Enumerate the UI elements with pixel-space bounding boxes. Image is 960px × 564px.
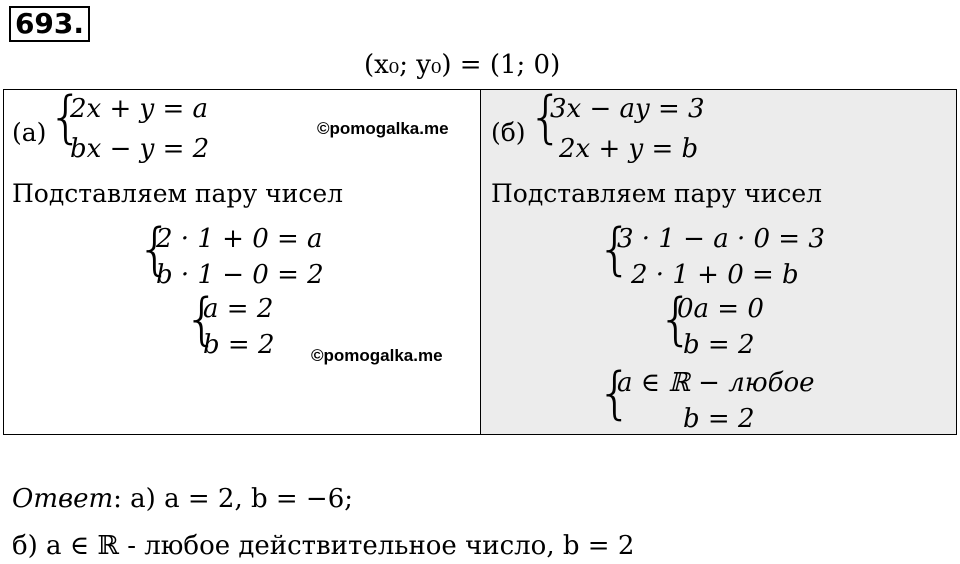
answer-line-1 xyxy=(12,484,353,514)
part-b-substitute-text: Подставляем пару чисел xyxy=(491,179,822,208)
part-b-step2-brace: { xyxy=(658,287,694,352)
problem-number: 693. xyxy=(9,6,90,42)
part-a-label: (а) xyxy=(12,118,47,147)
part-a-system-brace: { xyxy=(48,85,84,150)
part-b-step2-eq1: 0a = 0 xyxy=(677,294,764,324)
given-point: (x₀; y₀) = (1; 0) xyxy=(364,50,561,80)
part-a-system-eq2: bx − y = 2 xyxy=(70,134,210,164)
part-b-system-eq1: 3x − ay = 3 xyxy=(550,94,705,124)
part-b-step3-eq2: b = 2 xyxy=(683,404,755,434)
part-a-step2-brace: { xyxy=(184,287,220,352)
part-a-step1-eq1: 2 · 1 + 0 = a xyxy=(156,224,323,254)
part-b-step2-eq2: b = 2 xyxy=(683,330,755,360)
part-b-step3-eq1: a ∈ ℝ − любое xyxy=(617,368,815,398)
part-a-system-eq1: 2x + y = a xyxy=(70,94,209,124)
part-b-step3-brace: { xyxy=(597,361,633,426)
answer-word: Ответ xyxy=(12,484,114,514)
watermark-top: ©pomogalka.me xyxy=(317,119,449,138)
part-b-step1-brace: { xyxy=(597,217,633,282)
part-a-cell xyxy=(4,85,481,434)
solution-table xyxy=(3,85,957,435)
part-a-step1-brace: { xyxy=(137,217,173,282)
part-b-cell xyxy=(481,85,956,434)
watermark-bottom: ©pomogalka.me xyxy=(311,346,443,365)
part-b-step1-eq2: 2 · 1 + 0 = b xyxy=(631,260,799,290)
part-a-step2-eq2: b = 2 xyxy=(203,330,275,360)
answer-line-2: б) a ∈ ℝ - любое действительное число, b = 2 xyxy=(12,531,635,561)
answer-line-1-rest: : а) a = 2, b = −6; xyxy=(113,484,354,514)
part-b-label: (б) xyxy=(491,118,526,147)
part-a-step2-eq1: a = 2 xyxy=(203,294,274,324)
part-b-step1-eq1: 3 · 1 − a · 0 = 3 xyxy=(617,224,825,254)
part-b-system-brace: { xyxy=(528,85,564,150)
part-a-step1-eq2: b · 1 − 0 = 2 xyxy=(156,260,324,290)
part-b-system-eq2: 2x + y = b xyxy=(559,134,699,164)
part-a-substitute-text: Подставляем пару чисел xyxy=(12,179,343,208)
